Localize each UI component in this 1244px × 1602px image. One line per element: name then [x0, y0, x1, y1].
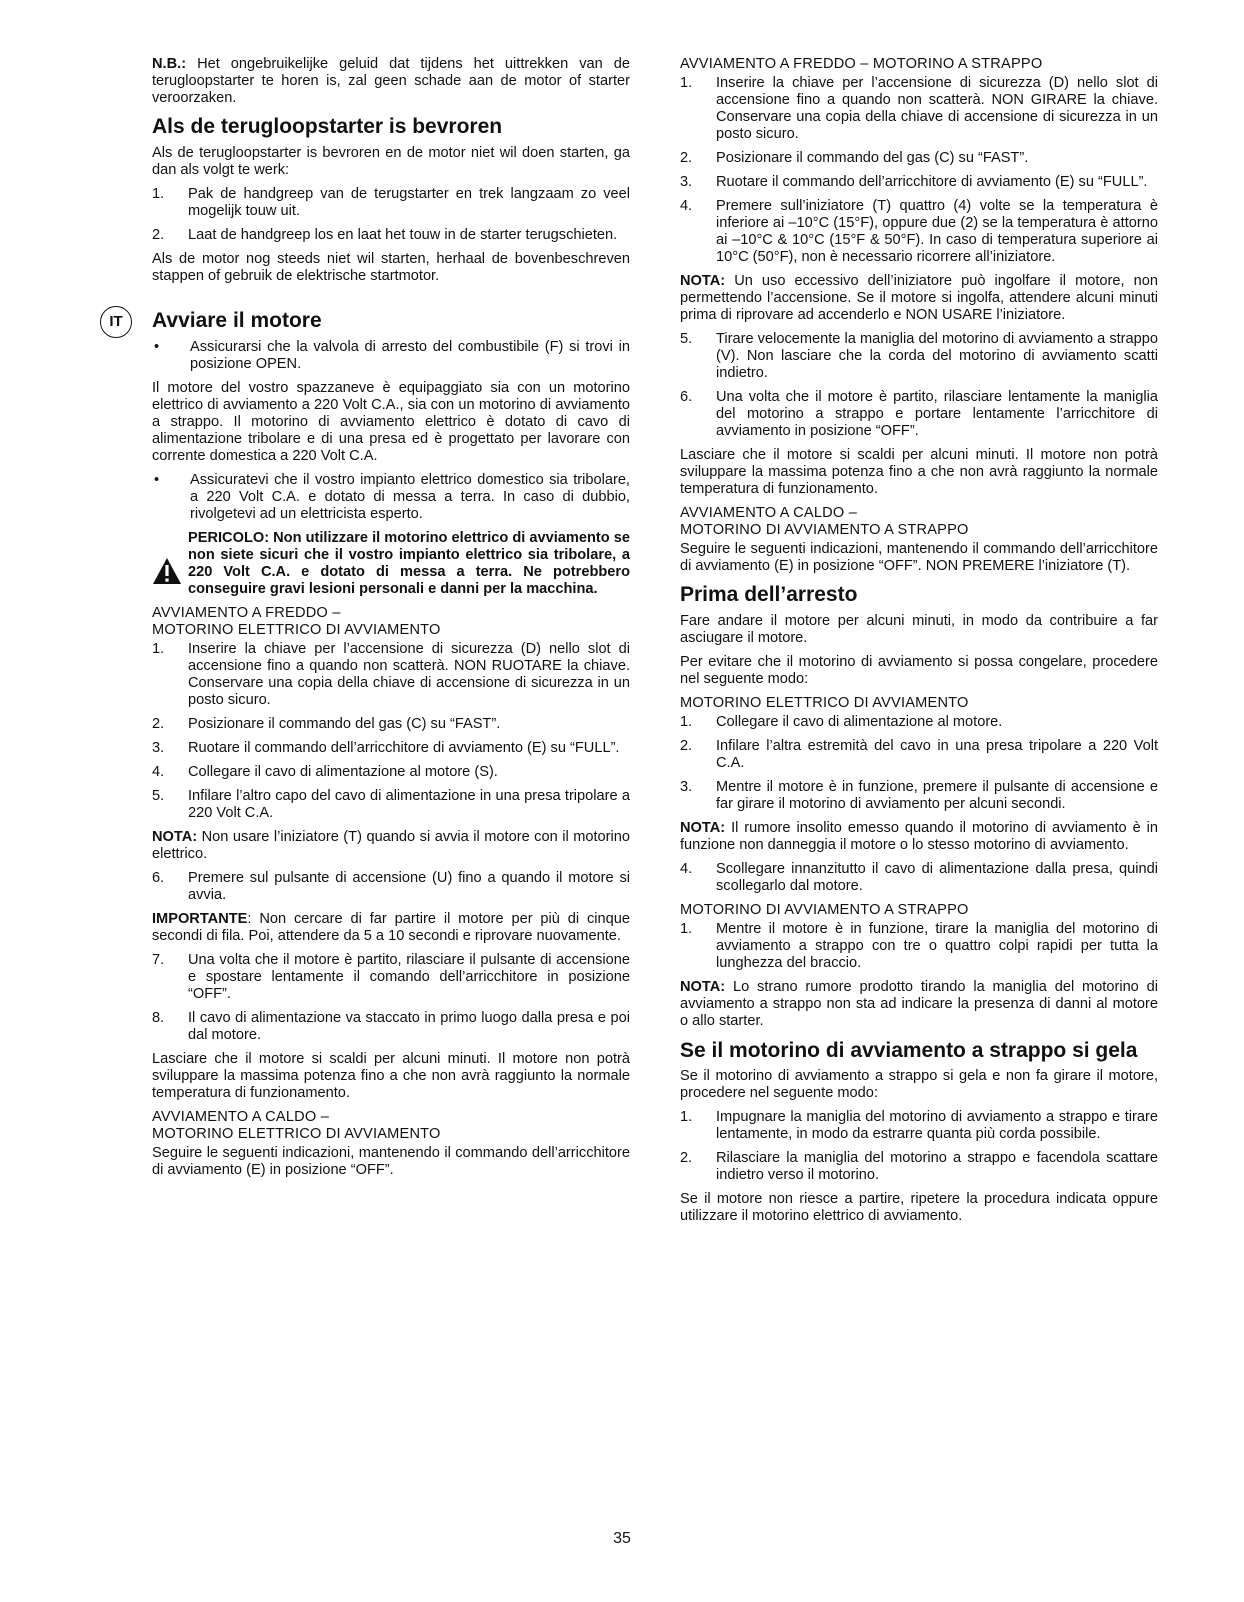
start-engine-heading [109, 309, 630, 333]
bullet-item [152, 339, 630, 373]
stop-recoil-title: MOTORINO DI AVVIAMENTO A STRAPPO [680, 902, 969, 918]
item-text: Una volta che il motore è partito, rilasciare il pulsante di accensione e spostare lentamente il comando dell’arricchitore in posizione “OFF”. [188, 952, 630, 1002]
item-text: Posizionare il commando del gas (C) su “FAST”. [716, 150, 1029, 166]
item-text: Pak de handgreep van de terugstarter en trek langzaam zo veel mogelijk touw uit. [188, 186, 630, 219]
warning-triangle-icon [152, 556, 182, 586]
bullet-icon: • [154, 472, 160, 488]
list-item [152, 641, 630, 709]
item-number: 2. [152, 716, 165, 732]
item-text: Premere sul pulsante di accensione (U) fino a quando il motore si avvia. [188, 870, 630, 903]
item-number: 4. [152, 764, 165, 780]
start-engine-title: Avviare il motore [152, 309, 322, 332]
list-item [152, 870, 630, 904]
item-text: Impugnare la maniglia del motorino di avviamento a strappo e tirare lentamente, in modo da estrarre quanta più corda possibile. [716, 1109, 1158, 1142]
item-text: Ruotare il commando dell’arricchitore di avviamento (E) su “FULL”. [716, 174, 1148, 190]
frozen-recoil-intro: Se il motorino di avviamento a strappo si gela e non fa girare il motore, procedere nel seguente modo: [680, 1068, 1158, 1101]
frozen-recoil-outro: Se il motore non riesce a partire, ripetere la procedura indicata oppure utilizzare il motorino elettrico di avviamento. [680, 1191, 1158, 1224]
list-item [152, 788, 630, 822]
subtitle-line: MOTORINO DI AVVIAMENTO A STRAPPO [680, 522, 969, 538]
bullet-item [152, 472, 630, 523]
warmup-note: Lasciare che il motore si scaldi per alcuni minuti. Il motore non potrà sviluppare la massima potenza fino a che non avrà raggiunto la normale temperatura di funzionamento. [680, 447, 1158, 497]
list-item [680, 779, 1158, 813]
item-text: Rilasciare la maniglia del motorino a strappo e facendola scattare indietro verso il motorino. [716, 1150, 1158, 1183]
list-item [680, 1150, 1158, 1184]
item-text: Collegare il cavo di alimentazione al motore. [716, 714, 1003, 730]
item-number: 8. [152, 1010, 165, 1026]
warm-electric-text: Seguire le seguenti indicazioni, mantenendo il commando dell’arricchitore di avviamento (E) in posizione “OFF”. [152, 1145, 630, 1178]
before-stop-heading: Prima dell’arresto [680, 583, 858, 606]
before-stop-p2: Per evitare che il motorino di avviamento si possa congelare, procedere nel seguente modo: [680, 654, 1158, 687]
important-label: IMPORTANTE [152, 911, 248, 927]
item-number: 5. [680, 331, 693, 347]
list-item [152, 740, 630, 757]
list-item [680, 331, 1158, 382]
subtitle-line: MOTORINO ELETTRICO DI AVVIAMENTO [152, 622, 441, 638]
item-number: 1. [680, 921, 693, 937]
item-number: 2. [152, 227, 165, 243]
stop-electric-title: MOTORINO ELETTRICO DI AVVIAMENTO [680, 695, 969, 711]
nb-label: N.B.: [152, 56, 187, 72]
item-number: 4. [680, 198, 693, 214]
item-text: Tirare velocemente la maniglia del motorino di avviamento a strappo (V). Non lasciare che la corda del motorino di avviamento scatti indietro. [716, 331, 1158, 381]
list-item [680, 150, 1158, 167]
item-text: Laat de handgreep los en laat het touw in de starter terugschieten. [188, 227, 618, 243]
important-text: : Non cercare di far partire il motore per più di cinque secondi di fila. Poi, attendere da 5 a 10 secondi e riprovare nuovamente. [152, 911, 630, 944]
list-item [680, 921, 1158, 972]
item-number: 5. [152, 788, 165, 804]
subtitle-line: AVVIAMENTO A CALDO – [152, 1109, 330, 1125]
bullet-text: Assicuratevi che il vostro impianto elettrico domestico sia tribolare, a 220 Volt C.A. e dotato di messa a terra. In caso di dubbio, rivolgetevi ad un elettricista esperto. [190, 472, 630, 522]
list-item [680, 738, 1158, 772]
cold-electric-title [152, 605, 630, 639]
item-text: Ruotare il commando dell’arricchitore di avviamento (E) su “FULL”. [188, 740, 620, 756]
item-number: 1. [152, 186, 165, 202]
item-number: 3. [680, 174, 693, 190]
item-number: 1. [152, 641, 165, 657]
item-number: 2. [680, 1150, 693, 1166]
list-item [680, 1109, 1158, 1143]
motor-description: Il motore del vostro spazzaneve è equipaggiato sia con un motorino elettrico di avviamento a 220 Volt C.A., sia con un motorino di avviamento a strappo. Il motorino di avviamento elettrico è dotato di cavo di alimentazione tribolare e di una presa ed è progettato per lavorare con corrente domestica a 220 Volt C.A. [152, 380, 630, 464]
nota-text: Non usare l’iniziatore (T) quando si avvia il motore con il motorino elettrico. [152, 829, 630, 862]
important-note [152, 911, 630, 945]
warm-recoil-text: Seguire le seguenti indicazioni, mantenendo il commando dell’arricchitore di avviamento (E) in posizione “OFF”. NON PREMERE l’iniziatore (T). [680, 541, 1158, 574]
bullet-icon: • [154, 339, 160, 355]
nota-noise [680, 820, 1158, 854]
item-number: 7. [152, 952, 165, 968]
frozen-outro-nl: Als de motor nog steeds niet wil starten, herhaal de bovenbeschreven stappen of gebruik de elektrische startmotor. [152, 251, 630, 284]
item-text: Una volta che il motore è partito, rilasciare lentamente la maniglia del motorino a strappo e portare lentamente l’arricchitore di avviamento in posizione “OFF”. [716, 389, 1158, 439]
item-text: Collegare il cavo di alimentazione al motore (S). [188, 764, 498, 780]
nb-note [152, 56, 630, 107]
subtitle-line: AVVIAMENTO A FREDDO – [152, 605, 341, 621]
before-stop-p1: Fare andare il motore per alcuni minuti, in modo da contribuire a far asciugare il motore. [680, 613, 1158, 646]
frozen-recoil-heading: Se il motorino di avviamento a strappo si gela [680, 1039, 1138, 1062]
right-column [680, 56, 1158, 1232]
nota-electric [152, 829, 630, 863]
item-text: Premere sull’iniziatore (T) quattro (4) volte se la temperatura è inferiore ai –10°C (15°F), oppure due (2) se la temperatura è attorno ai –10°C & 10°C (15°F & 50°F). In caso di temperatura superiore ai 10°C (50°F), non è necessario ricorrere all’iniziatore. [716, 198, 1158, 265]
nota-label: NOTA: [680, 273, 726, 289]
item-text: Mentre il motore è in funzione, premere il pulsante di accensione e far girare il motorino di avviamento per alcuni secondi. [716, 779, 1158, 812]
item-number: 6. [680, 389, 693, 405]
nota-label: NOTA: [680, 820, 726, 836]
frozen-starter-heading-nl: Als de terugloopstarter is bevroren [152, 115, 503, 138]
subtitle-line: MOTORINO ELETTRICO DI AVVIAMENTO [152, 1126, 441, 1142]
item-number: 3. [152, 740, 165, 756]
item-text: Il cavo di alimentazione va staccato in primo luogo dalla presa e poi dal motore. [188, 1010, 630, 1043]
warm-recoil-title [680, 505, 1158, 539]
item-number: 3. [680, 779, 693, 795]
list-item [152, 227, 630, 244]
nota-label: NOTA: [680, 979, 726, 995]
list-item [680, 75, 1158, 143]
nb-text: Het ongebruikelijke geluid dat tijdens het uittrekken van de terugloopstarter te horen is, zal geen schade aan de motor of starter veroorzaken. [152, 56, 630, 106]
item-number: 1. [680, 75, 693, 91]
item-number: 2. [680, 150, 693, 166]
item-number: 1. [680, 714, 693, 730]
warmup-note: Lasciare che il motore si scaldi per alcuni minuti. Il motore non potrà sviluppare la massima potenza fino a che non avrà raggiunto la normale temperatura di funzionamento. [152, 1051, 630, 1101]
subtitle-line: AVVIAMENTO A CALDO – [680, 505, 858, 521]
item-text: Mentre il motore è in funzione, tirare la maniglia del motorino di avviamento a strappo con tre o quattro colpi rapidi per tutta la lunghezza del braccio. [716, 921, 1158, 971]
nota-text: Il rumore insolito emesso quando il motorino di avviamento è in funzione non danneggia il motore o lo stesso motorino di avviamento. [680, 820, 1158, 853]
item-number: 2. [680, 738, 693, 754]
danger-warning [152, 530, 630, 598]
nota-text: Un uso eccessivo dell’iniziatore può ingolfare il motore, non permettendo l’accensione. Se il motore si ingolfa, attendere alcuni minuti prima di riprovare ad accenderlo e NON USARE l’iniziatore. [680, 273, 1158, 323]
list-item [152, 764, 630, 781]
list-item [152, 952, 630, 1003]
list-item [680, 174, 1158, 191]
list-item [680, 389, 1158, 440]
item-text: Infilare l’altro capo del cavo di alimentazione in una presa tripolare a 220 Volt C.A. [188, 788, 630, 821]
item-text: Inserire la chiave per l’accensione di sicurezza (D) nello slot di accensione fino a quando non scatterà. NON GIRARE la chiave. Conservare una copia della chiave di accensione di sicurezza in un posto sicuro. [716, 75, 1158, 142]
frozen-intro-nl: Als de terugloopstarter is bevroren en de motor niet wil doen starten, ga dan als volgt te werk: [152, 145, 630, 178]
nota-recoil-noise [680, 979, 1158, 1030]
item-text: Inserire la chiave per l’accensione di sicurezza (D) nello slot di accensione fino a quando non scatterà. NON RUOTARE la chiave. Conservare una copia della chiave di accensione di sicurezza in un posto sicuro. [188, 641, 630, 708]
list-item [152, 186, 630, 220]
item-number: 6. [152, 870, 165, 886]
list-item [680, 198, 1158, 266]
item-number: 1. [680, 1109, 693, 1125]
item-text: Infilare l’altra estremità del cavo in una presa tripolare a 220 Volt C.A. [716, 738, 1158, 771]
warm-electric-title [152, 1109, 630, 1143]
left-column [109, 56, 630, 1186]
nota-text: Lo strano rumore prodotto tirando la maniglia del motorino di avviamento a strappo non sta ad indicare la presenza di danni al motore o allo starter. [680, 979, 1158, 1029]
item-text: Posizionare il commando del gas (C) su “FAST”. [188, 716, 501, 732]
list-item [680, 714, 1158, 731]
page-number: 35 [613, 1530, 631, 1547]
warning-text: PERICOLO: Non utilizzare il motorino elettrico di avviamento se non siete sicuri che il vostro impianto elettrico sia tribolare, a 220 Volt C.A. e dotato di messa a terra. Ne potrebbero conseguire gravi lesioni personali e danni per la macchina. [188, 530, 630, 597]
list-item [680, 861, 1158, 895]
nota-primer [680, 273, 1158, 324]
nota-label: NOTA: [152, 829, 198, 845]
list-item [152, 1010, 630, 1044]
item-number: 4. [680, 861, 693, 877]
list-item [152, 716, 630, 733]
language-badge-italian: IT [100, 306, 132, 338]
cold-recoil-title: AVVIAMENTO A FREDDO – MOTORINO A STRAPPO [680, 56, 1043, 72]
bullet-text: Assicurarsi che la valvola di arresto del combustibile (F) si trovi in posizione OPEN. [190, 339, 630, 372]
item-text: Scollegare innanzitutto il cavo di alimentazione dalla presa, quindi scollegarlo dal motore. [716, 861, 1158, 894]
